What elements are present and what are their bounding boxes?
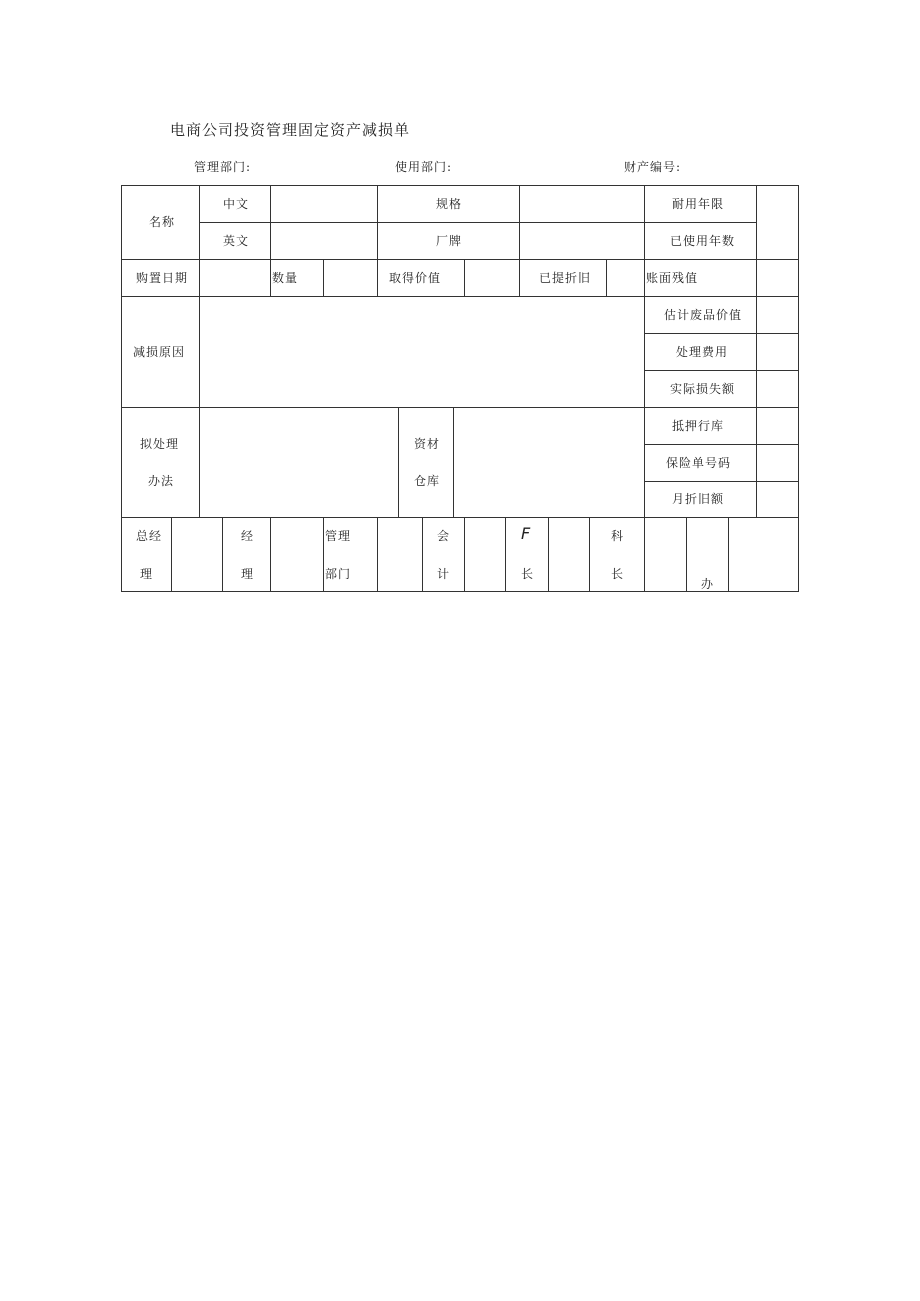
quantity-label: 数量 xyxy=(272,271,299,285)
materials-label-line1: 资材 xyxy=(414,437,441,451)
method-label-line1: 拟处理 xyxy=(140,437,180,451)
asset-no-label: 财产编号: xyxy=(624,160,682,174)
col-divider xyxy=(199,259,200,296)
brand-label: 厂牌 xyxy=(436,234,463,248)
col-divider xyxy=(519,185,520,259)
col-divider xyxy=(422,517,423,591)
reason-label: 减损原因 xyxy=(133,345,186,359)
row-divider xyxy=(644,481,799,482)
col-divider xyxy=(453,407,454,517)
english-label: 英文 xyxy=(223,234,250,248)
col-divider xyxy=(377,517,378,591)
row-divider xyxy=(644,444,799,445)
row-divider xyxy=(644,333,799,334)
col-divider xyxy=(222,517,223,591)
col-divider xyxy=(270,185,271,259)
purchase-date-label: 购置日期 xyxy=(136,271,189,285)
manager-label-line2: 理 xyxy=(241,567,255,581)
col-divider xyxy=(686,517,687,591)
use-dept-label: 使用部门: xyxy=(395,160,453,174)
col-divider xyxy=(519,259,520,296)
actual-loss-label: 实际损失额 xyxy=(670,382,736,396)
book-residual-label: 账面残值 xyxy=(646,271,699,285)
col-divider xyxy=(199,296,200,407)
section-label-line2: 长 xyxy=(611,567,625,581)
col-divider xyxy=(644,517,645,591)
row-divider xyxy=(644,370,799,371)
row-divider xyxy=(121,407,799,408)
f-label-line2: 长 xyxy=(521,567,535,581)
col-divider xyxy=(644,296,645,407)
col-divider xyxy=(270,259,271,296)
col-divider xyxy=(606,259,607,296)
years-used-label: 已使用年数 xyxy=(670,234,736,248)
row-divider xyxy=(121,259,799,260)
section-label-line1: 科 xyxy=(611,529,625,543)
method-label-line2: 办法 xyxy=(148,474,175,488)
col-divider xyxy=(377,259,378,296)
mortgage-label: 抵押行库 xyxy=(672,419,725,433)
f-label-line1: F xyxy=(521,524,532,543)
col-divider xyxy=(756,259,757,296)
scrap-value-label: 估计废品价值 xyxy=(664,308,743,322)
col-divider xyxy=(171,517,172,591)
mgmt-dept-sign-line2: 部门 xyxy=(325,567,352,581)
chinese-label: 中文 xyxy=(223,197,250,211)
form-title: 电商公司投资管理固定资产减损单 xyxy=(170,121,411,139)
disposal-cost-label: 处理费用 xyxy=(676,345,729,359)
acq-value-label: 取得价值 xyxy=(389,271,442,285)
materials-label-line2: 仓库 xyxy=(414,474,441,488)
row-divider xyxy=(644,222,756,223)
col-divider xyxy=(644,407,645,517)
office-label: 办 xyxy=(701,577,715,591)
col-divider xyxy=(199,185,200,259)
col-divider xyxy=(199,407,200,517)
col-divider xyxy=(323,259,324,296)
gm-label-line2: 理 xyxy=(140,567,154,581)
col-divider xyxy=(644,185,645,259)
col-divider xyxy=(398,407,399,517)
row-divider xyxy=(121,296,799,297)
mgmt-dept-label: 管理部门: xyxy=(194,160,252,174)
col-divider xyxy=(464,259,465,296)
gm-label-line1: 总经 xyxy=(136,529,163,543)
col-divider xyxy=(505,517,506,591)
col-divider xyxy=(756,185,757,259)
col-divider xyxy=(589,517,590,591)
col-divider xyxy=(548,517,549,591)
col-divider xyxy=(644,259,645,296)
service-life-label: 耐用年限 xyxy=(672,197,725,211)
accounting-label-line2: 计 xyxy=(437,567,451,581)
col-divider xyxy=(270,517,271,591)
col-divider xyxy=(377,185,378,259)
depreciated-label: 已提折旧 xyxy=(539,271,592,285)
manager-label-line1: 经 xyxy=(241,529,255,543)
mgmt-dept-sign-line1: 管理 xyxy=(325,529,352,543)
monthly-dep-label: 月折旧额 xyxy=(672,492,725,506)
accounting-label-line1: 会 xyxy=(437,529,451,543)
row-divider xyxy=(199,222,644,223)
col-divider xyxy=(323,517,324,591)
col-divider xyxy=(756,296,757,407)
policy-no-label: 保险单号码 xyxy=(666,456,732,470)
spec-label: 规格 xyxy=(436,197,463,211)
name-label: 名称 xyxy=(149,215,176,229)
col-divider xyxy=(756,407,757,517)
col-divider xyxy=(728,517,729,591)
col-divider xyxy=(464,517,465,591)
